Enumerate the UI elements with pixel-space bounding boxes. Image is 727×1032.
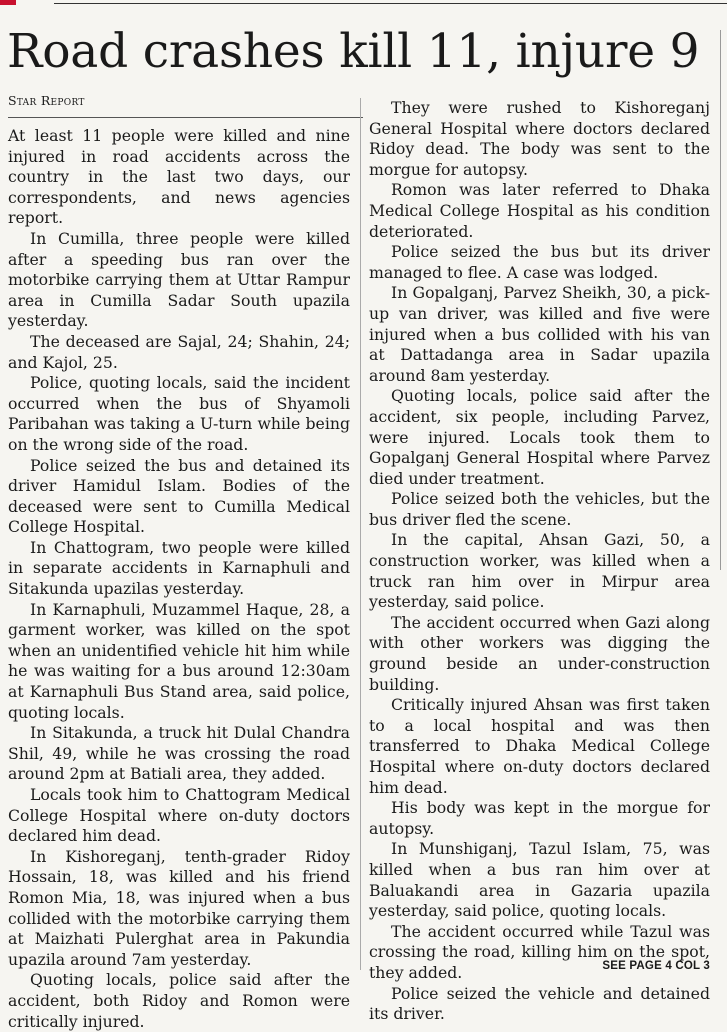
paragraph: In Sitakunda, a truck hit Dulal Chandra Shil, 49, while he was crossing the road around 2pm at Batiali area, they added. xyxy=(8,723,350,784)
paragraph: His body was kept in the morgue for autopsy. xyxy=(369,798,710,838)
paragraph: In Chattogram, two people were killed in separate accidents in Karnaphuli and Sitakunda upazilas yesterday. xyxy=(8,537,350,599)
paragraph: Quoting locals, police said after the accident, both Ridoy and Romon were critically injured. xyxy=(8,970,350,1031)
article-column-left xyxy=(8,126,350,1032)
paragraph: In Gopalganj, Parvez Sheikh, 30, a pick-up van driver, was killed and five were injured when a bus collided with his van at Dattadanga area in Sadar upazila around 8am yesterday. xyxy=(369,283,710,385)
paragraph: The accident occurred while Tazul was crossing the road, killing him on the spot, they added. xyxy=(369,921,710,982)
paragraph: The accident occurred when Gazi along with other workers was digging the ground beside an under-construction building. xyxy=(369,612,710,694)
paragraph: In Kishoreganj, tenth-grader Ridoy Hossain, 18, was killed and his friend Romon Mia, 18, was injured when a bus collided with the motorbike carrying them at Maizhati Pulerghat area in Pakundia upazila around 7am yesterday. xyxy=(8,846,350,969)
paragraph: Locals took him to Chattogram Medical College Hospital where on-duty doctors declared him dead. xyxy=(8,785,350,846)
paragraph: Police, quoting locals, said the incident occurred when the bus of Shyamoli Paribahan was taking a U-turn while being on the wrong side of the road. xyxy=(8,373,350,454)
continuation-jump-line: SEE PAGE 4 COL 3 xyxy=(602,960,710,972)
paragraph: Police seized both the vehicles, but the bus driver fled the scene. xyxy=(369,489,710,529)
article-column-right xyxy=(369,98,710,1025)
paragraph: Romon was later referred to Dhaka Medical College Hospital as his condition deteriorated. xyxy=(369,180,710,241)
paragraph: In Cumilla, three people were killed after a speeding bus ran over the motorbike carrying them at Uttar Rampur area in Cumilla Sadar South upazila yesterday. xyxy=(8,228,350,331)
paragraph: In the capital, Ahsan Gazi, 50, a construction worker, was killed when a truck ran him over in Mirpur area yesterday, said police. xyxy=(369,530,710,612)
right-edge-rule xyxy=(720,30,721,570)
paragraph: In Munshiganj, Tazul Islam, 75, was killed when a bus ran him over at Baluakandi area in Gazaria upazila yesterday, said police, quoting locals. xyxy=(369,839,710,921)
paragraph: They were rushed to Kishoreganj General Hospital where doctors declared Ridoy dead. The body was sent to the morgue for autopsy. xyxy=(369,98,710,179)
headline: Road crashes kill 11, injure 9 xyxy=(7,24,700,79)
paragraph: Police seized the vehicle and detained its driver. xyxy=(369,983,710,1024)
paragraph: Quoting locals, police said after the accident, six people, including Parvez, were injured. Locals took them to Gopalganj General Hospital where Parvez died under treatment. xyxy=(369,386,710,488)
byline-rule xyxy=(8,117,363,118)
paragraph: Police seized the bus but its driver managed to flee. A case was lodged. xyxy=(369,242,710,282)
section-accent-mark xyxy=(0,0,16,5)
paragraph: Police seized the bus and detained its driver Hamidul Islam. Bodies of the deceased were sent to Cumilla Medical College Hospital. xyxy=(8,455,350,537)
paragraph: At least 11 people were killed and nine injured in road accidents across the country in the last two days, our correspondents, and news agencies report. xyxy=(8,126,350,228)
top-bar xyxy=(0,0,727,8)
paragraph: The deceased are Sajal, 24; Shahin, 24; and Kajol, 25. xyxy=(8,331,350,372)
byline: Star Report xyxy=(8,93,85,108)
paragraph: In Karnaphuli, Muzammel Haque, 28, a garment worker, was killed on the spot when an unidentified vehicle hit him while he was waiting for a bus around 12:30am at Karnaphuli Bus Stand area, said police, quoting locals. xyxy=(8,599,350,722)
column-divider xyxy=(360,98,361,970)
paragraph: Critically injured Ahsan was first taken to a local hospital and was then transferred to Dhaka Medical College Hospital where on-duty doctors declared him dead. xyxy=(369,695,710,797)
top-rule xyxy=(54,3,727,4)
